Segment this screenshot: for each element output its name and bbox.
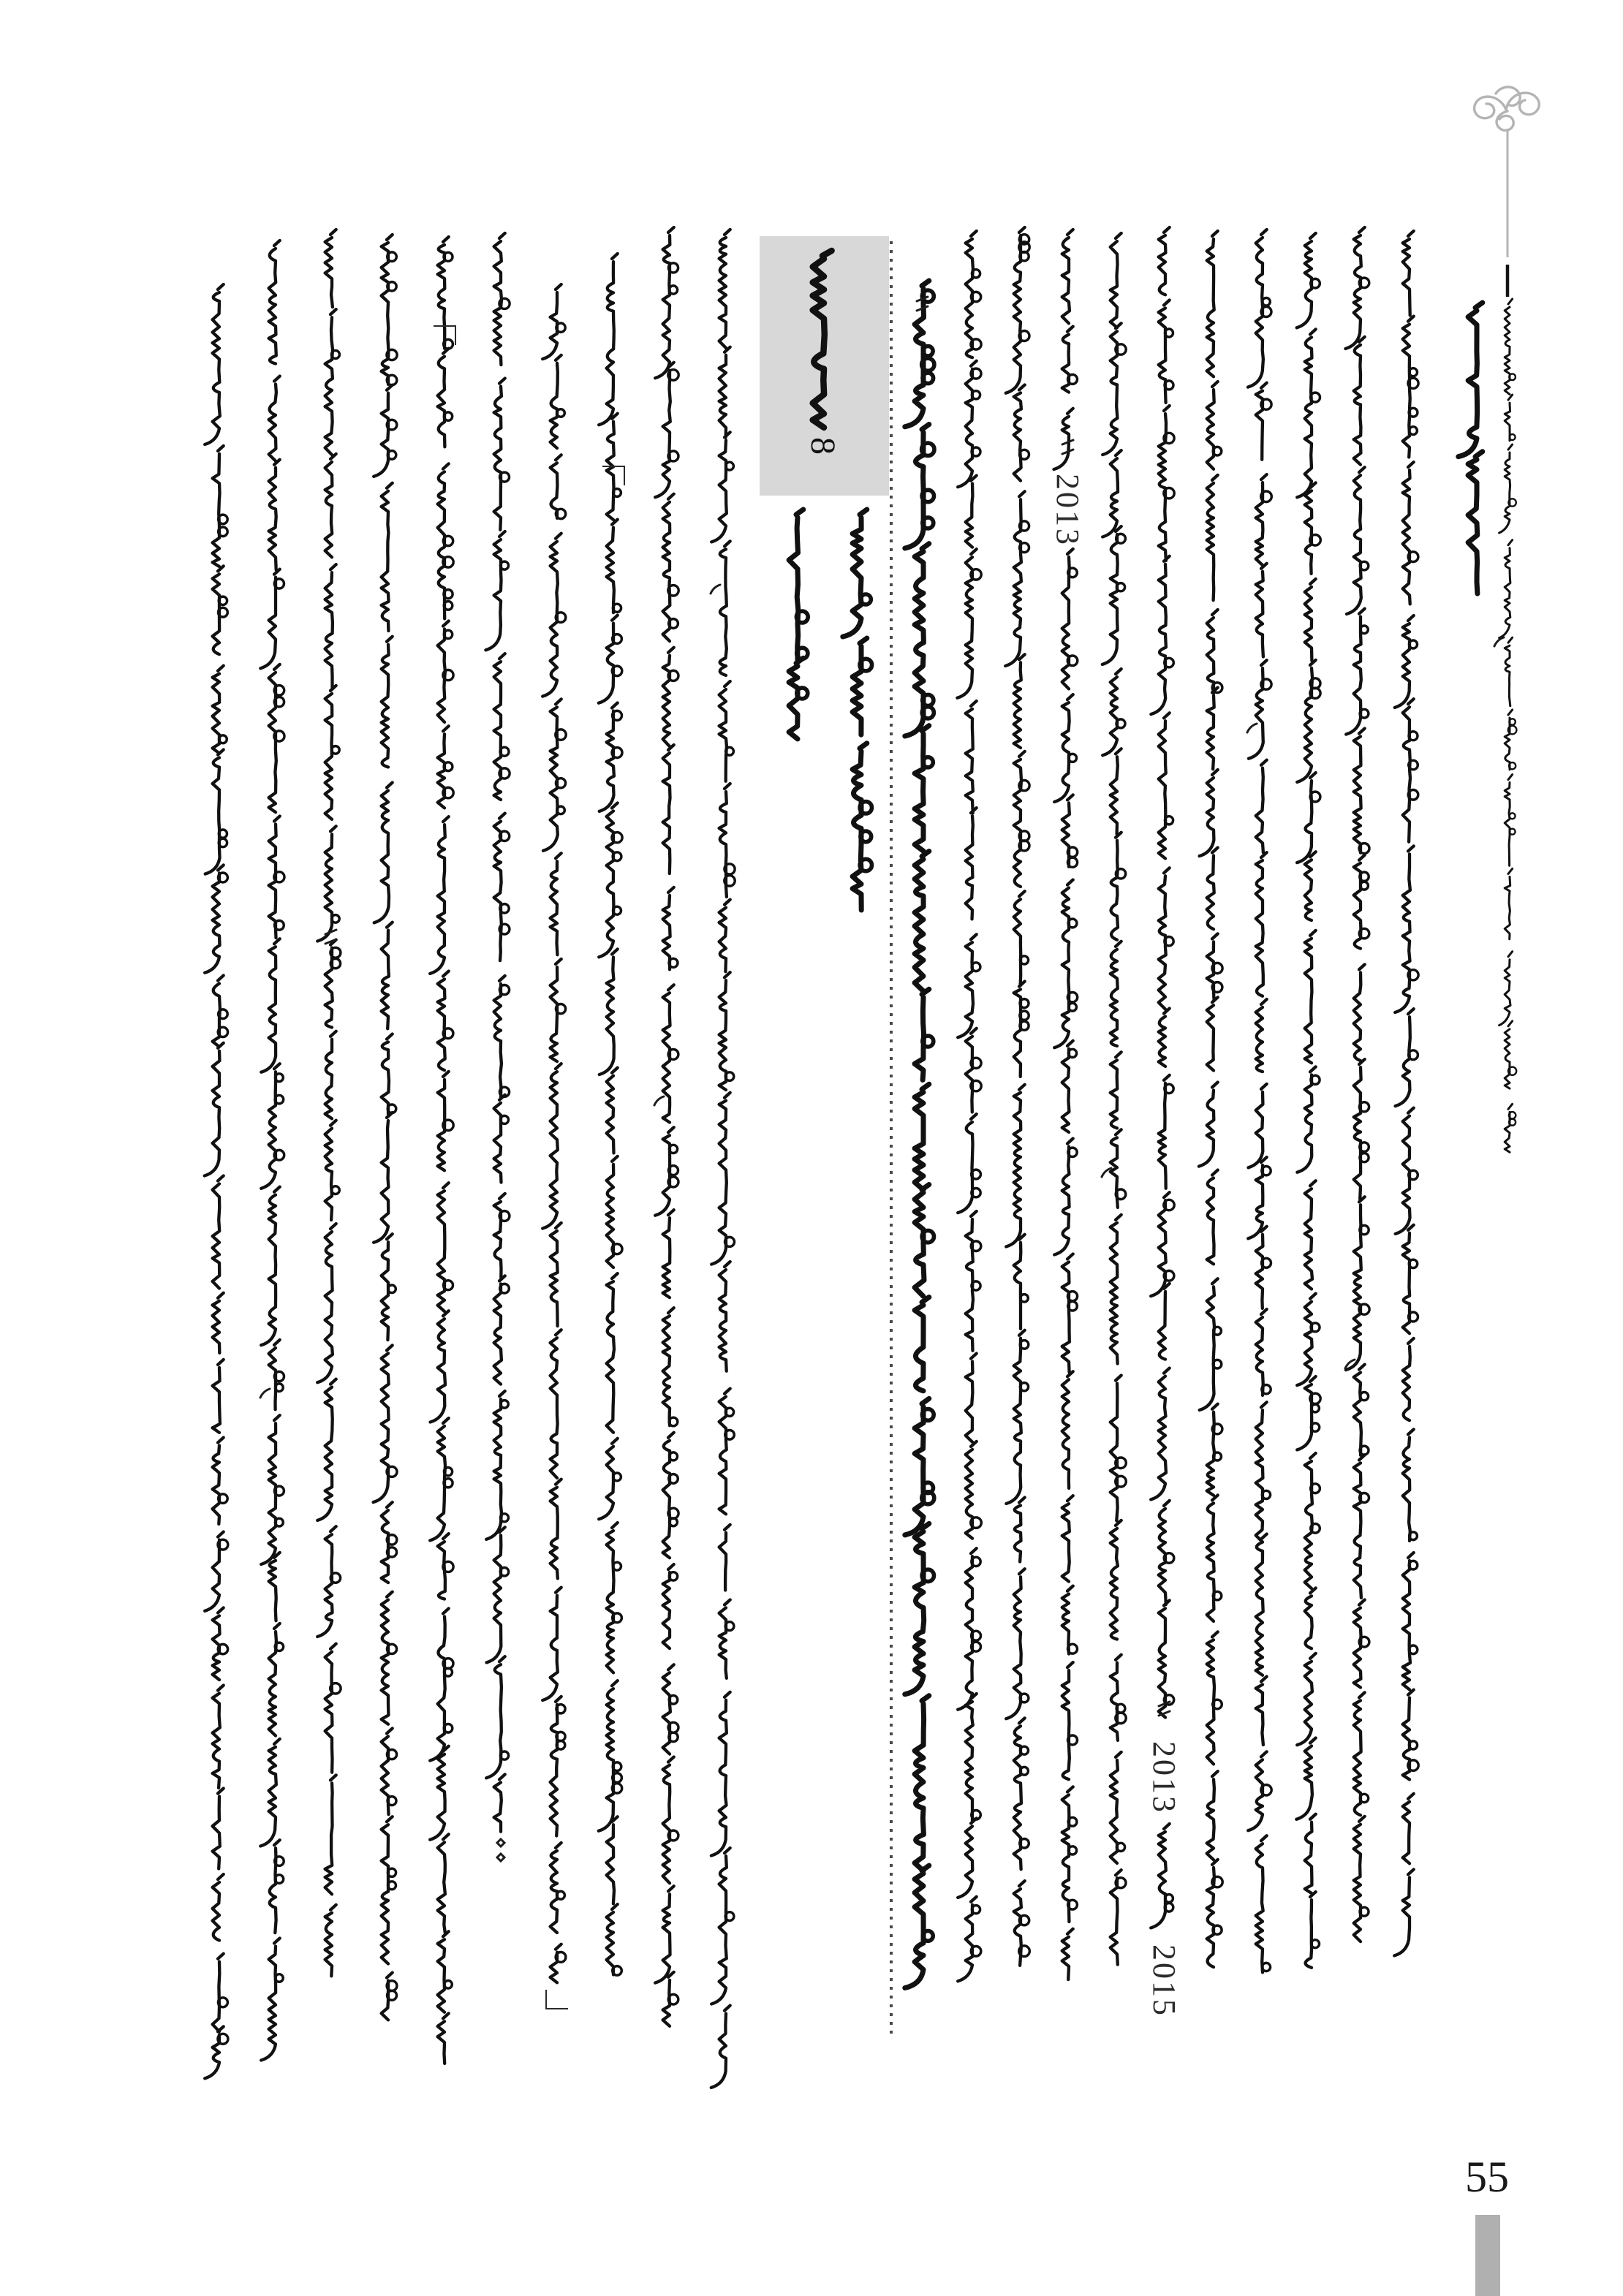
script-column-R7 xyxy=(1199,231,1222,1967)
comma-mark xyxy=(654,1096,664,1105)
body-text-columns xyxy=(205,227,1517,2088)
script-column-L4 xyxy=(374,235,398,2020)
script-column-header-title xyxy=(1459,303,1483,594)
inline-year-2: 2013 xyxy=(1146,1741,1182,1814)
script-column-R1 xyxy=(905,281,934,1988)
script-column-R10 xyxy=(1345,227,1369,1941)
comma-mark xyxy=(711,585,720,594)
inline-year-1: 2013 xyxy=(1050,474,1086,547)
comma-mark xyxy=(260,1389,270,1398)
comma-mark xyxy=(1494,637,1504,646)
script-column-section-subheading-1 xyxy=(789,509,808,739)
colon-mark xyxy=(497,1839,504,1861)
script-column-section-subheading-2 xyxy=(843,509,872,910)
header-ornament xyxy=(1475,87,1540,297)
script-column-R3 xyxy=(1005,227,1029,1966)
section-number: 8 xyxy=(803,437,842,455)
script-column-L6 xyxy=(485,233,510,1861)
script-column-R11 xyxy=(1394,231,1418,1955)
bracket-close-mark xyxy=(546,1990,568,2009)
script-column-running-head xyxy=(1494,299,1516,1152)
script-column-L7 xyxy=(542,284,568,2009)
script-column-L2 xyxy=(260,240,284,2061)
script-column-L9 xyxy=(654,227,678,2026)
script-column-L8 xyxy=(599,254,624,1975)
footer-bar xyxy=(1475,2215,1500,2296)
comma-mark xyxy=(1247,724,1257,732)
script-column-L1 xyxy=(205,284,228,2078)
script-column-L3 xyxy=(317,230,341,1976)
script-column-R8 xyxy=(1247,230,1271,1972)
script-column-R5 xyxy=(1102,233,1126,1965)
script-column-R6 xyxy=(1151,227,1174,1928)
script-column-L10 xyxy=(711,230,735,2088)
flourish-icon xyxy=(1475,87,1540,130)
script-column-L5 xyxy=(430,237,455,2064)
script-column-R9 xyxy=(1296,233,1320,1968)
inline-year-3: 2015 xyxy=(1146,1944,1182,2017)
page-number: 55 xyxy=(1465,2153,1509,2201)
script-column-R2 xyxy=(957,231,981,1981)
